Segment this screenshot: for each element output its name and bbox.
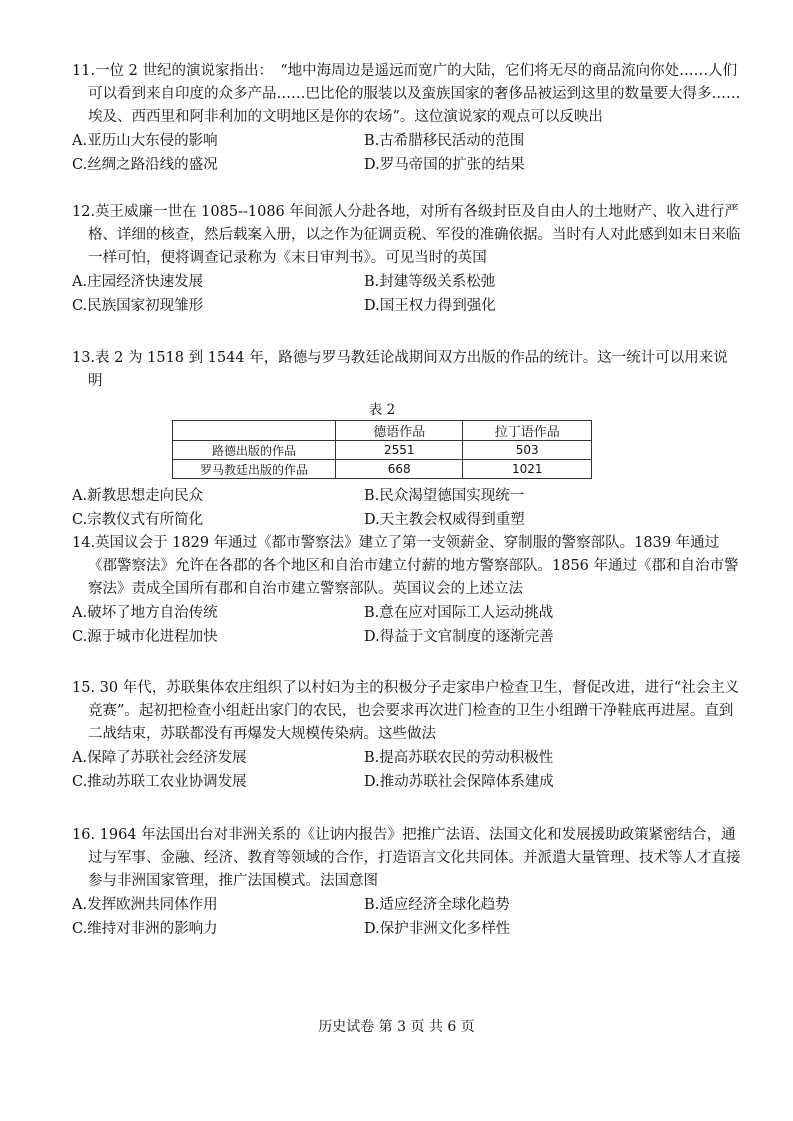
option-a: A.新教思想走向民众 — [72, 488, 204, 504]
question-stem — [72, 201, 742, 270]
options — [72, 129, 742, 177]
question-stem — [72, 60, 742, 129]
stem-text: 16. 1964 年法国出台对非洲关系的《让讷内报告》把推广法语、法国文化和发展援助政策紧密结合，通过与军事、金融、经济、教育等领域的合作，打造语言文化共同体。并派遣大量管理、技术等人才直接参与非洲国家管理，推广法国模式。法国意图 — [72, 827, 741, 889]
option-a: A.发挥欧洲共同体作用 — [72, 897, 218, 913]
option-b: B.民众渴望德国实现统一 — [364, 488, 525, 504]
option-b: B.古希腊移民活动的范围 — [364, 133, 525, 149]
header-cell — [173, 421, 336, 441]
question-stem — [72, 677, 742, 746]
option-d: D.得益于文官制度的逐渐完善 — [364, 629, 554, 645]
option-d: D.保护非洲文化多样性 — [364, 921, 511, 937]
stem-text: 12.英王威廉一世在 1085--1086 年间派人分赴各地，对所有各级封臣及自由人的土地财产、收入进行严格、详细的核查，然后载案入册，以之作为征调贡税、军役的准确依据。当时有人对此感到如末日来临一样可怕，便将调查记录称为《末日审判书》。可见当时的英国 — [72, 204, 741, 266]
row-label: 罗马教廷出版的作品 — [173, 460, 336, 479]
option-a: A.破坏了地方自治传统 — [72, 605, 218, 621]
question-12 — [72, 201, 742, 318]
option-c: C.维持对非洲的影响力 — [72, 921, 218, 937]
table-caption: 表 2 — [368, 402, 396, 418]
option-b: B.适应经济全球化趋势 — [364, 897, 510, 913]
option-a: A.亚历山大东侵的影响 — [72, 133, 218, 149]
option-d: D.天主教会权威得到重塑 — [364, 512, 525, 528]
options — [72, 601, 742, 649]
table-cell: 1021 — [463, 460, 592, 479]
page-footer: 历史试卷 第 3 页 共 6 页 — [318, 1019, 475, 1035]
option-a: A.保障了苏联社会经济发展 — [72, 750, 247, 766]
table-cell: 503 — [463, 441, 592, 460]
option-b: B.意在应对国际工人运动挑战 — [364, 605, 554, 621]
table-header-row — [173, 421, 592, 441]
option-d: D.推动苏联社会保障体系建成 — [364, 774, 554, 790]
option-b: B.封建等级关系松弛 — [364, 274, 496, 290]
question-14 — [72, 532, 742, 649]
option-c: C.丝绸之路沿线的盛况 — [72, 157, 218, 173]
options — [72, 484, 742, 532]
question-16 — [72, 824, 742, 941]
question-11 — [72, 60, 742, 177]
table-row — [173, 441, 592, 460]
option-d: D.罗马帝国的扩张的结果 — [364, 157, 525, 173]
table-row — [173, 460, 592, 479]
options — [72, 270, 742, 318]
stem-text: 11.一位 2 世纪的演说家指出： “地中海周边是遥远而宽广的大陆，它们将无尽的商品流向你处……人们可以看到来自印度的众多产品……巴比伦的服装以及蛮族国家的奢侈品被运到这里的数量要大得多……埃及、西西里和阿非利加的文明地区是你的农场”。这位演说家的观点可以反映出 — [72, 63, 741, 125]
stem-text: 15. 30 年代，苏联集体农庄组织了以村妇为主的积极分子走家串户检查卫生，督促改进，进行“社会主义竞赛”。起初把检查小组赶出家门的农民，也会要求再次进门检查的卫生小组蹭干净鞋底再进屋。直到二战结束，苏联都没有再爆发大规模传染病。这些做法 — [72, 680, 740, 742]
option-c: C.推动苏联工农业协调发展 — [72, 774, 247, 790]
table-cell: 668 — [335, 460, 463, 479]
options — [72, 893, 742, 941]
option-c: C.源于城市化进程加快 — [72, 629, 218, 645]
question-stem — [72, 532, 742, 601]
data-table-2 — [172, 400, 592, 479]
option-c: C.宗教仪式有所简化 — [72, 512, 204, 528]
question-stem — [72, 347, 742, 393]
stem-text: 13.表 2 为 1518 到 1544 年，路德与罗马教廷论战期间双方出版的作品的统计。这一统计可以用来说明 — [72, 350, 728, 389]
options — [72, 746, 742, 794]
statistics-table — [172, 420, 592, 479]
question-stem — [72, 824, 742, 893]
option-d: D.国王权力得到强化 — [364, 298, 496, 314]
row-label: 路德出版的作品 — [173, 441, 336, 460]
option-b: B.提高苏联农民的劳动积极性 — [364, 750, 554, 766]
option-a: A.庄园经济快速发展 — [72, 274, 204, 290]
table-cell: 2551 — [335, 441, 463, 460]
header-cell: 德语作品 — [335, 421, 463, 441]
header-cell: 拉丁语作品 — [463, 421, 592, 441]
option-c: C.民族国家初现雏形 — [72, 298, 204, 314]
question-13-options — [72, 484, 742, 532]
stem-text: 14.英国议会于 1829 年通过《都市警察法》建立了第一支领薪金、穿制服的警察部队。1839 年通过《郡警察法》允许在各郡的各个地区和自治市建立付薪的地方警察部队。1856 年通过《郡和自治市警察法》责成全国所有郡和自治市建立警察部队。英国议会的上述立法 — [72, 535, 739, 597]
question-15 — [72, 677, 742, 794]
question-13 — [72, 347, 742, 393]
